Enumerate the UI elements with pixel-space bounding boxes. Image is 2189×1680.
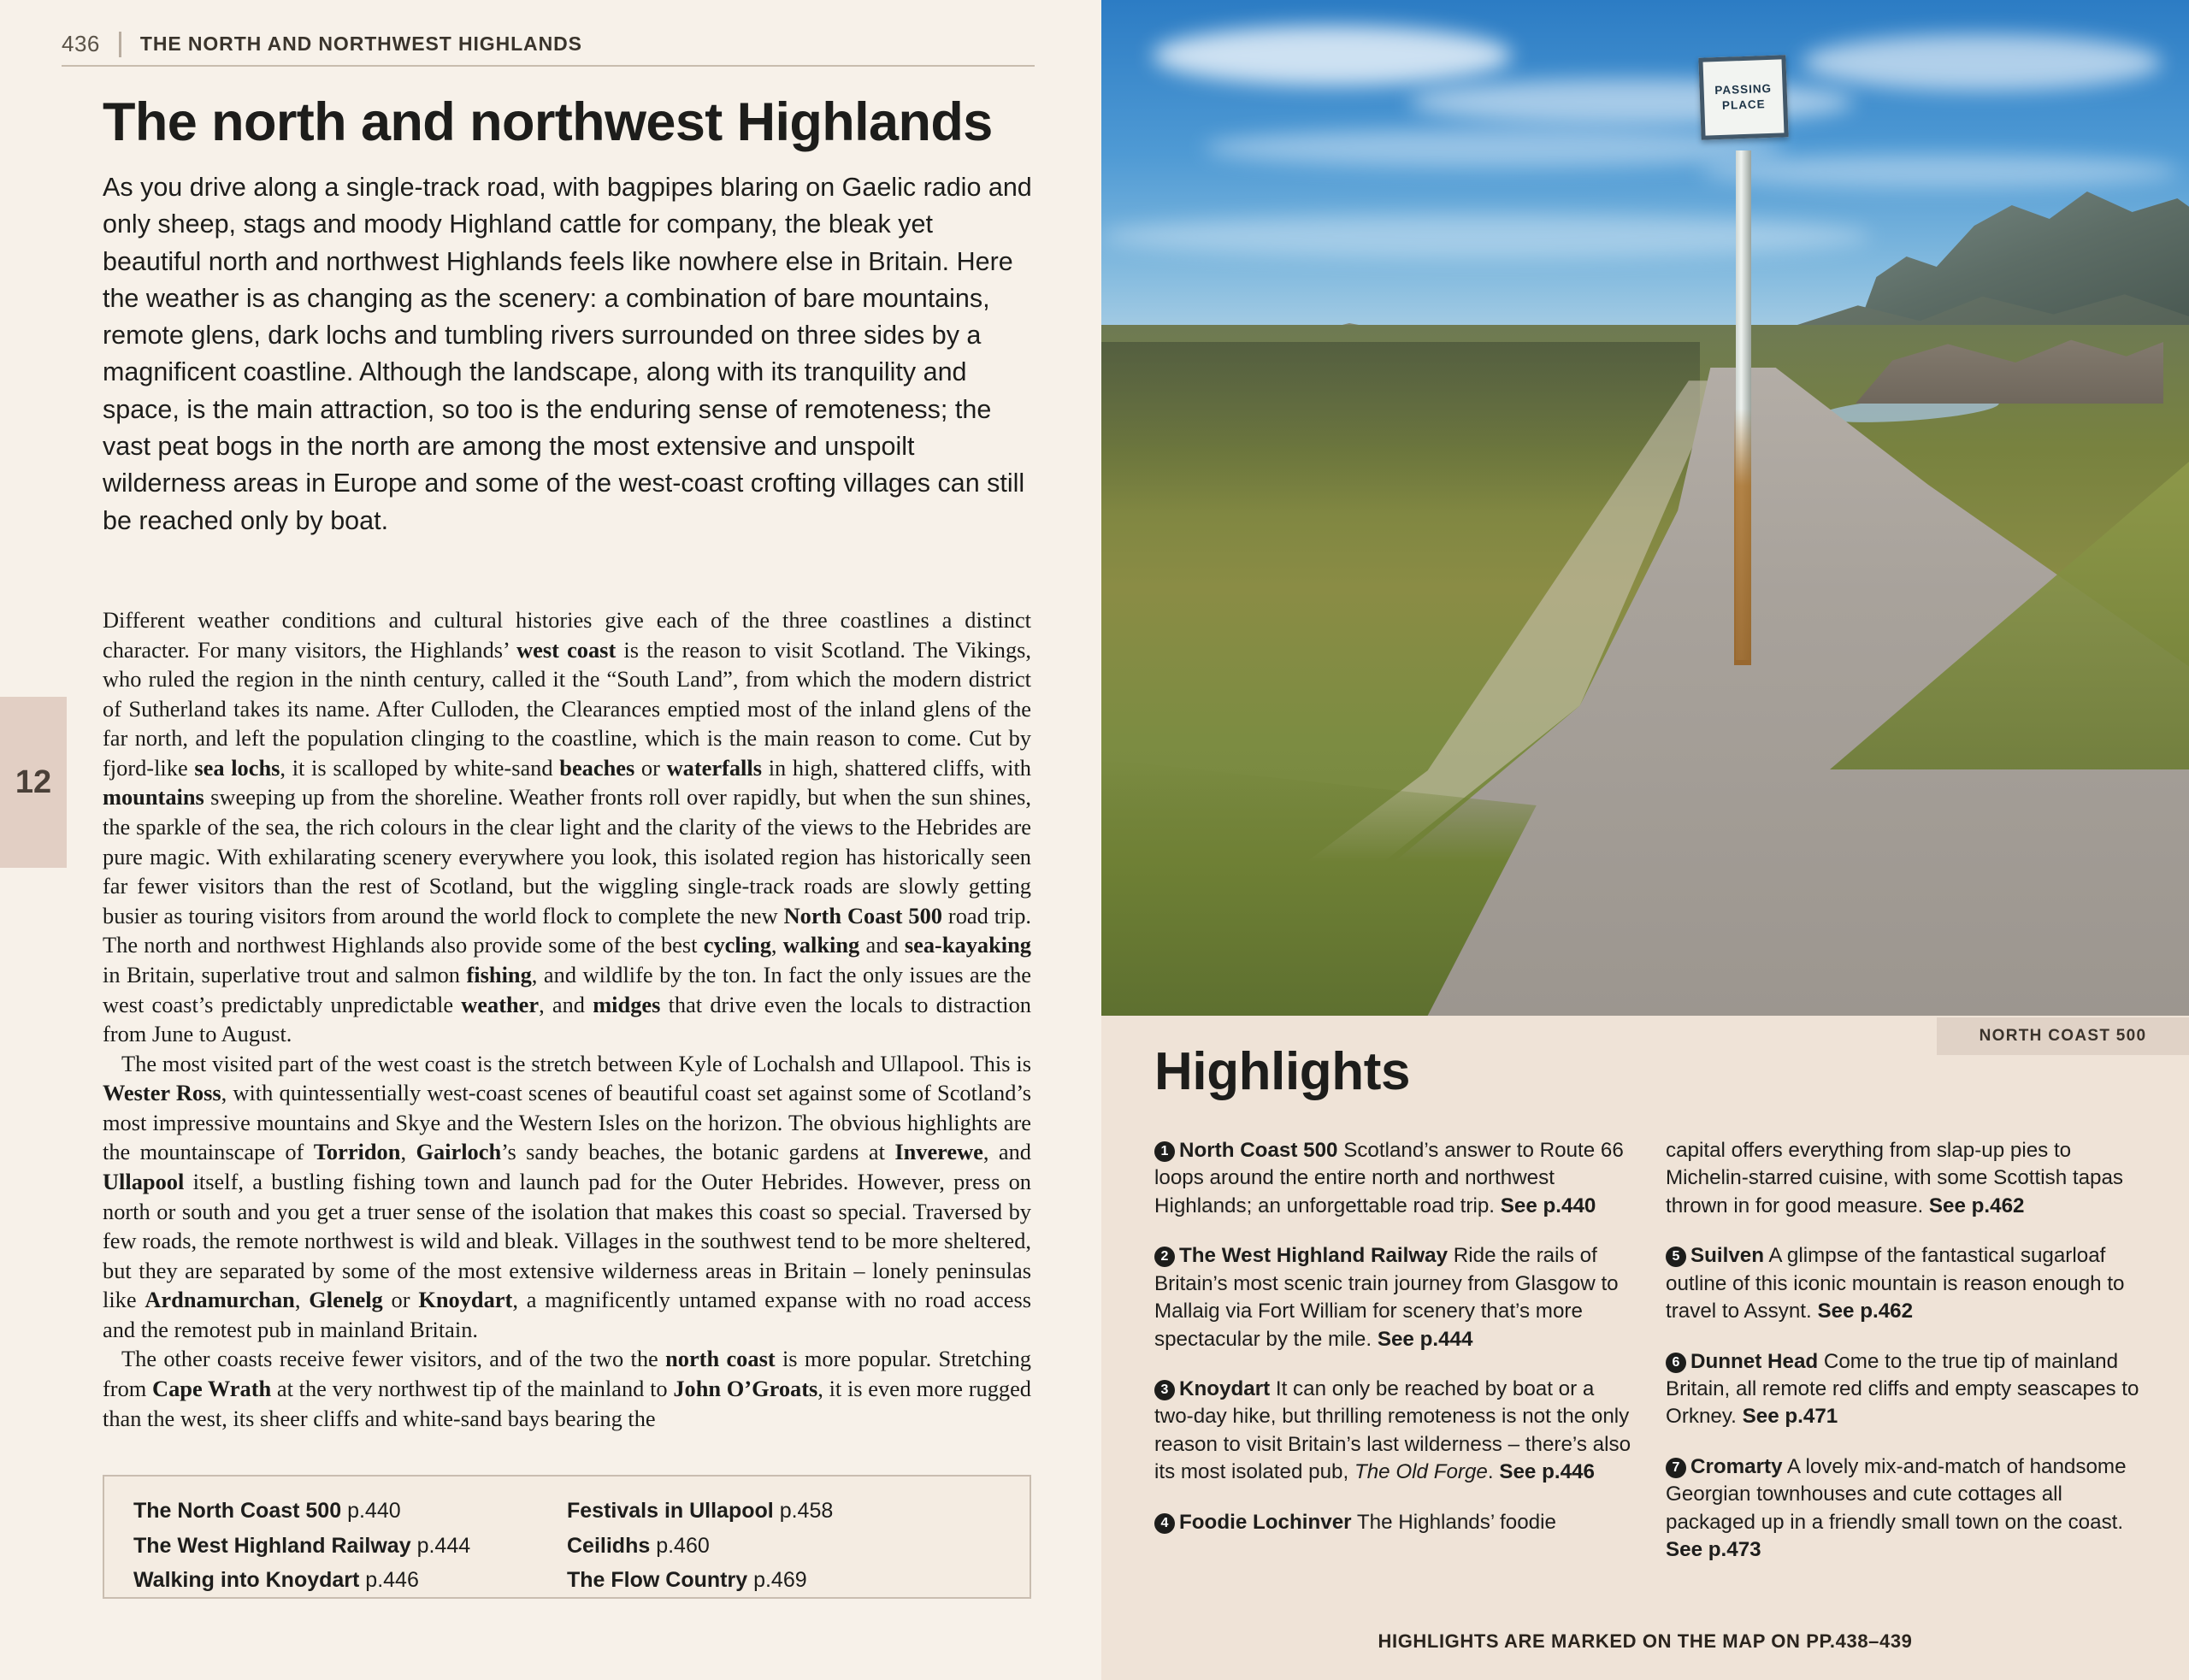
highlight-item: [1154, 1242, 1635, 1353]
highlight-page-ref[interactable]: See p.462: [1817, 1300, 1914, 1323]
highlight-page-ref[interactable]: See p.446: [1499, 1460, 1595, 1484]
contents-entry[interactable]: [567, 1563, 1000, 1598]
contents-entry-page: p.440: [347, 1499, 401, 1523]
contents-entry-page: p.446: [365, 1568, 419, 1592]
highlight-number: 3: [1154, 1380, 1175, 1400]
highlight-italic: The Old Forge: [1354, 1460, 1488, 1484]
highlight-page-ref[interactable]: See p.444: [1377, 1327, 1473, 1351]
moorland-shadow: [1101, 342, 1700, 513]
highlight-text: Scotland’s answer to Route 66 loops around the entire north and northwest Highlands; an unforgettable road trip.: [1154, 1139, 1624, 1217]
intro-paragraph: As you drive along a single-track road, with bagpipes blaring on Gaelic radio and only sheep, stags and moody Highland cattle for company, the bleak yet beautiful north and northwest Highlands feels like nowhere else in Britain. Here the weather is as changing as the scenery: a combination of bare mountains, remote glens, dark lochs and tumbling rivers surrounded on three sides by a magnificent coastline. Although the landscape, along with its tranquility and space, is the main attraction, so too is the enduring sense of remoteness; the vast peat bogs in the north are among the most extensive and unspoilt wilderness areas in Europe and some of the west-coast crofting villages can still be reached only by boat.: [103, 173, 1032, 535]
contents-entry[interactable]: [133, 1529, 567, 1564]
highlight-name: Cromarty: [1690, 1454, 1783, 1478]
contents-entry-title: Walking into Knoydart: [133, 1568, 360, 1592]
highlight-name: North Coast 500: [1179, 1139, 1338, 1162]
body-paragraph-1: Different weather conditions and cultural histories give each of the three coastlines a distinct character. For many visitors, the Highlands’ west coast is the reason to visit Scotland. The Vikings, who ruled the region in the ninth century, called it the “South Land”, from which the modern district of Sutherland takes its name. After Culloden, the Clearances emptied most of the inland glens of the far north, and left the population clinging to the coastline, which is the main reason to come. Cut by fjord-like sea lochs, it is scalloped by white-sand beaches or waterfalls in high, shattered cliffs, with mountains sweeping up from the shoreline. Weather fronts roll over rapidly, but when the sun shines, the sparkle of the sea, the rich colours in the clear light and the clarity of the views to the Hebrides are pure magic. With exhilarating scenery everywhere you look, this isolated region has historically seen far fewer visitors than the rest of Scotland, but the wiggling single-track roads are slowly getting busier as touring visitors from around the world flock to complete the new North Coast 500 road trip. The north and northwest Highlands also provide some of the best cycling, walking and sea-kayaking in Britain, superlative trout and salmon fishing, and wildlife by the ton. In fact the only issues are the west coast’s predictably unpredictable weather, and midges that drive even the locals to distraction from June to August.: [103, 607, 1032, 1047]
contents-entry-title: The Flow Country: [567, 1568, 748, 1592]
highlight-text: A glimpse of the fantastical sugarloaf outline of this iconic mountain is reason enough to travel to Assynt.: [1666, 1244, 2125, 1323]
highlight-number: 4: [1154, 1513, 1175, 1534]
contents-entry[interactable]: [567, 1494, 1000, 1529]
chapter-contents-box: [103, 1475, 1031, 1599]
highlight-continuation: [1666, 1137, 2146, 1220]
highlight-text: It can only be reached by boat or a two-day hike, but thrilling remoteness is not the only reason to visit Britain’s last wilderness – there’s also its most isolated pub,: [1154, 1376, 1631, 1484]
highlight-name: The West Highland Railway: [1179, 1244, 1449, 1268]
highlight-item: [1154, 1376, 1635, 1487]
contents-entry-title: The West Highland Railway: [133, 1533, 411, 1558]
contents-entry-title: The North Coast 500: [133, 1499, 342, 1523]
highlight-number: 1: [1154, 1141, 1175, 1162]
chapter-number: 12: [15, 763, 52, 800]
body-paragraph-3: The other coasts receive fewer visitors, and of the two the north coast is more popular. Stretching from Cape Wrath at the very northwest tip of the mainland to John O’Groats, it is even more rugged than the west, its sheer cliffs and white-sand bays bearing the: [103, 1346, 1032, 1431]
contents-entry-page: p.458: [779, 1499, 834, 1523]
contents-entry[interactable]: [133, 1563, 567, 1598]
folio-number: 436: [62, 31, 100, 56]
highlight-text: capital offers everything from slap-up pies to Michelin-starred cuisine, with some Scottish tapas thrown in for good measure.: [1666, 1139, 2124, 1217]
highlight-number: 6: [1666, 1353, 1686, 1373]
chapter-tab: [0, 697, 67, 868]
highlights-columns: [1154, 1137, 2146, 1586]
highlight-item: [1666, 1242, 2146, 1325]
contents-entry-title: Ceilidhs: [567, 1533, 651, 1558]
body-paragraph-2: The most visited part of the west coast is the stretch between Kyle of Lochalsh and Ullapool. This is Wester Ross, with quintessentially west-coast scenes of beautiful coast set against some of Scotland’s most impressive mountains and Skye and the Western Isles on the horizon. The obvious highlights are the mountainscape of Torridon, Gairloch’s sandy beaches, the botanic gardens at Inverewe, and Ullapool itself, a bustling fishing town and launch pad for the Outer Hebrides. However, press on north or south and you get a truer sense of the isolation that makes this coast so special. Traversed by few roads, the remote northwest is wild and bleak. Villages in the southwest tend to be more sheltered, but they are separated by some of the most extensive wilderness areas in Britain – lonely peninsulas like Ardnamurchan, Glenelg or Knoydart, a magnificently untamed expanse with no road access and the remotest pub in mainland Britain.: [103, 1050, 1031, 1342]
cloud: [1803, 34, 2162, 91]
contents-column-2: [567, 1494, 1000, 1592]
highlight-item: [1666, 1453, 2146, 1565]
page-title: The north and northwest Highlands: [103, 92, 993, 152]
highlight-number: 7: [1666, 1458, 1686, 1478]
highlight-item: [1666, 1348, 2146, 1431]
contents-entry[interactable]: [567, 1529, 1000, 1564]
cloud: [1101, 214, 1871, 258]
contents-entry-page: p.460: [656, 1533, 710, 1558]
contents-entry-page: p.469: [753, 1568, 807, 1592]
highlight-item: [1154, 1137, 1635, 1220]
right-page: [1101, 0, 2189, 1680]
cloud: [1153, 26, 1512, 85]
contents-entry-title: Festivals in Ullapool: [567, 1499, 774, 1523]
highlight-page-ref[interactable]: See p.462: [1928, 1194, 2025, 1217]
highlight-text: Ride the rails of Britain’s most scenic train journey from Glasgow to Mallaig via Fort William for scenery that’s more spectacular by the mile.: [1154, 1244, 1619, 1351]
hero-photo: [1101, 0, 2189, 1016]
sign-post-rust: [1734, 409, 1751, 665]
highlight-text-after: .: [1487, 1460, 1500, 1484]
highlight-text: Come to the true tip of mainland Britain, all remote red cliffs and empty seascapes to Orkney.: [1666, 1349, 2139, 1429]
header-rule: [62, 65, 1035, 67]
page-header: [62, 31, 1035, 57]
highlight-number: 2: [1154, 1247, 1175, 1267]
sign-line-2: PLACE: [1721, 97, 1766, 112]
highlight-page-ref[interactable]: See p.440: [1500, 1194, 1596, 1217]
highlights-column-2: [1666, 1137, 2146, 1586]
contents-entry[interactable]: [133, 1494, 567, 1529]
cloud: [1700, 154, 2179, 188]
body-text: [103, 605, 1031, 1433]
cloud: [1204, 128, 1785, 168]
highlight-name: Foodie Lochinver: [1179, 1510, 1352, 1534]
highlight-name: Dunnet Head: [1690, 1349, 1819, 1373]
highlight-item: [1154, 1509, 1635, 1536]
highlight-number: 5: [1666, 1247, 1686, 1267]
folio-divider: [119, 32, 121, 57]
contents-entry-page: p.444: [416, 1533, 471, 1558]
sign-line-1: PASSING: [1714, 81, 1773, 97]
highlights-column-1: [1154, 1137, 1635, 1586]
highlights-heading: Highlights: [1154, 1042, 1411, 1101]
highlight-text: The Highlands’ foodie: [1351, 1510, 1556, 1534]
highlight-text: A lovely mix-and-match of handsome Georgian townhouses and cute cottages all packaged up in a friendly small town on the coast.: [1666, 1454, 2127, 1534]
highlight-page-ref[interactable]: See p.471: [1742, 1405, 1838, 1429]
contents-column-1: [133, 1494, 567, 1592]
passing-place-sign: [1698, 55, 1788, 140]
running-head: THE NORTH AND NORTHWEST HIGHLANDS: [139, 32, 582, 55]
highlight-page-ref[interactable]: See p.473: [1666, 1538, 1761, 1562]
photo-caption: NORTH COAST 500: [1937, 1017, 2189, 1055]
highlight-name: Knoydart: [1179, 1376, 1271, 1400]
highlight-name: Suilven: [1690, 1244, 1765, 1268]
map-reference-note: HIGHLIGHTS ARE MARKED ON THE MAP ON PP.438–439: [1378, 1630, 1913, 1652]
